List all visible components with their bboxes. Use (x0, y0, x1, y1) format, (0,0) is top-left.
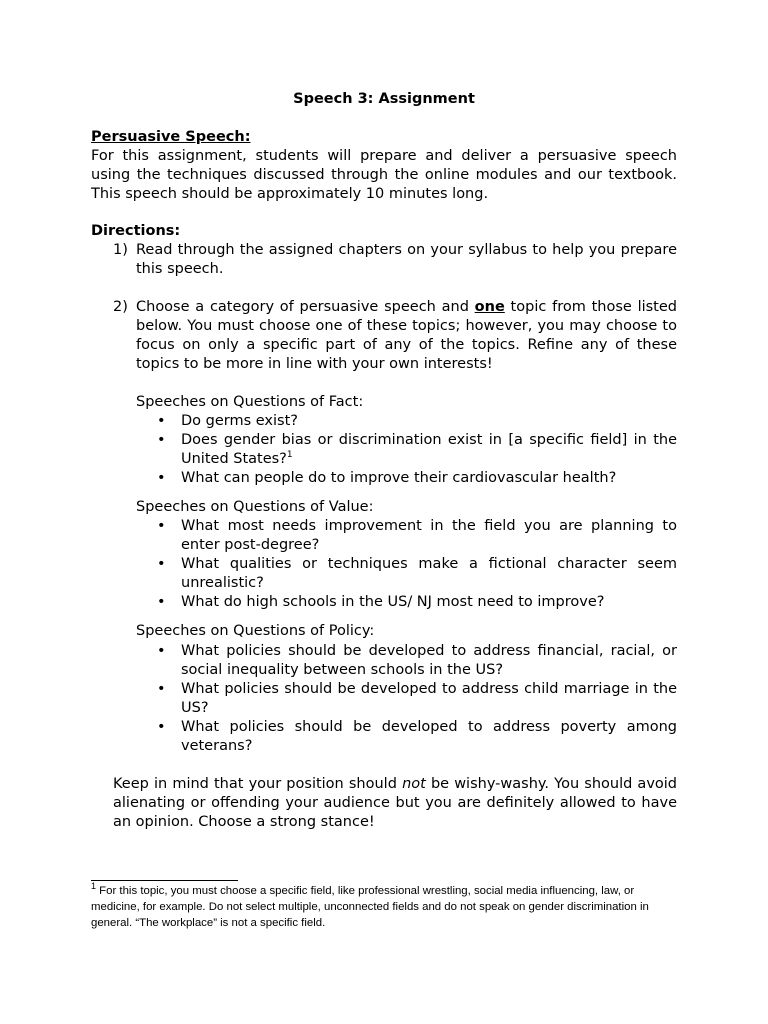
value-heading: Speeches on Questions of Value: (136, 499, 374, 515)
policy-heading: Speeches on Questions of Policy: (136, 623, 375, 639)
page-title: Speech 3: Assignment (293, 91, 475, 107)
direction-1-number: 1) (113, 242, 128, 258)
bullet-icon: • (157, 413, 166, 429)
emphasis-one: one (474, 299, 505, 315)
value-item: What do high schools in the US/ NJ most need to improve? (181, 594, 605, 610)
bullet-icon: • (157, 470, 166, 486)
value-item: What qualities or techniques make a fictional character seem unrealistic? (181, 556, 677, 591)
fact-item: Do germs exist? (181, 413, 298, 429)
bullet-icon: • (157, 643, 166, 659)
bullet-icon: • (157, 518, 166, 534)
footnote-text: For this topic, you must choose a specific field, like professional wrestling, social media influencing, law, or medicine, for example. Do not select multiple, unconnected fields and do not speak on gender discrimination in general. “The workplace” is not a specific field. (91, 885, 649, 929)
value-item: What most needs improvement in the field you are planning to enter post-degree? (181, 518, 677, 553)
closing-paragraph: Keep in mind that your position should not be wishy-washy. You should avoid alienating or offending your audience but you are definitely allowed to have an opinion. Choose a strong stance! (113, 776, 678, 830)
fact-item: What can people do to improve their cardiovascular health? (181, 470, 617, 486)
policy-item: What policies should be developed to address poverty among veterans? (181, 719, 677, 754)
bullet-icon: • (157, 594, 166, 610)
direction-1-text: Read through the assigned chapters on your syllabus to help you prepare this speech. (136, 242, 677, 277)
direction-2-number: 2) (113, 299, 128, 315)
directions-heading: Directions: (91, 223, 181, 239)
direction-2-text: Choose a category of persuasive speech and one topic from those listed below. You must choose one of these topics; however, you may choose to focus on only a specific part of any of the topics. Refine any of these topics to be more in line with your own interests! (136, 299, 677, 372)
fact-item: Does gender bias or discrimination exist in [a specific field] in the United States?$^1$ (181, 432, 677, 467)
bullet-icon: • (157, 681, 166, 697)
footnote (91, 883, 677, 931)
bullet-icon: • (157, 432, 166, 448)
bullet-icon: • (157, 556, 166, 572)
policy-item: What policies should be developed to address child marriage in the US? (181, 681, 677, 716)
footnote-reference: 1 (286, 450, 293, 461)
bullet-icon: • (157, 719, 166, 735)
persuasive-body: For this assignment, students will prepare and deliver a persuasive speech using the techniques discussed through the online modules and our textbook. This speech should be approximately 10 minutes long. (91, 148, 677, 202)
footnote-separator (91, 880, 238, 881)
policy-item: What policies should be developed to address financial, racial, or social inequality between schools in the US? (181, 643, 677, 678)
footnote-mark: 1 (91, 881, 97, 892)
emphasis-not: not (402, 776, 426, 792)
persuasive-heading: Persuasive Speech: (91, 129, 251, 145)
fact-heading: Speeches on Questions of Fact: (136, 394, 364, 410)
persuasive-section (91, 128, 677, 204)
